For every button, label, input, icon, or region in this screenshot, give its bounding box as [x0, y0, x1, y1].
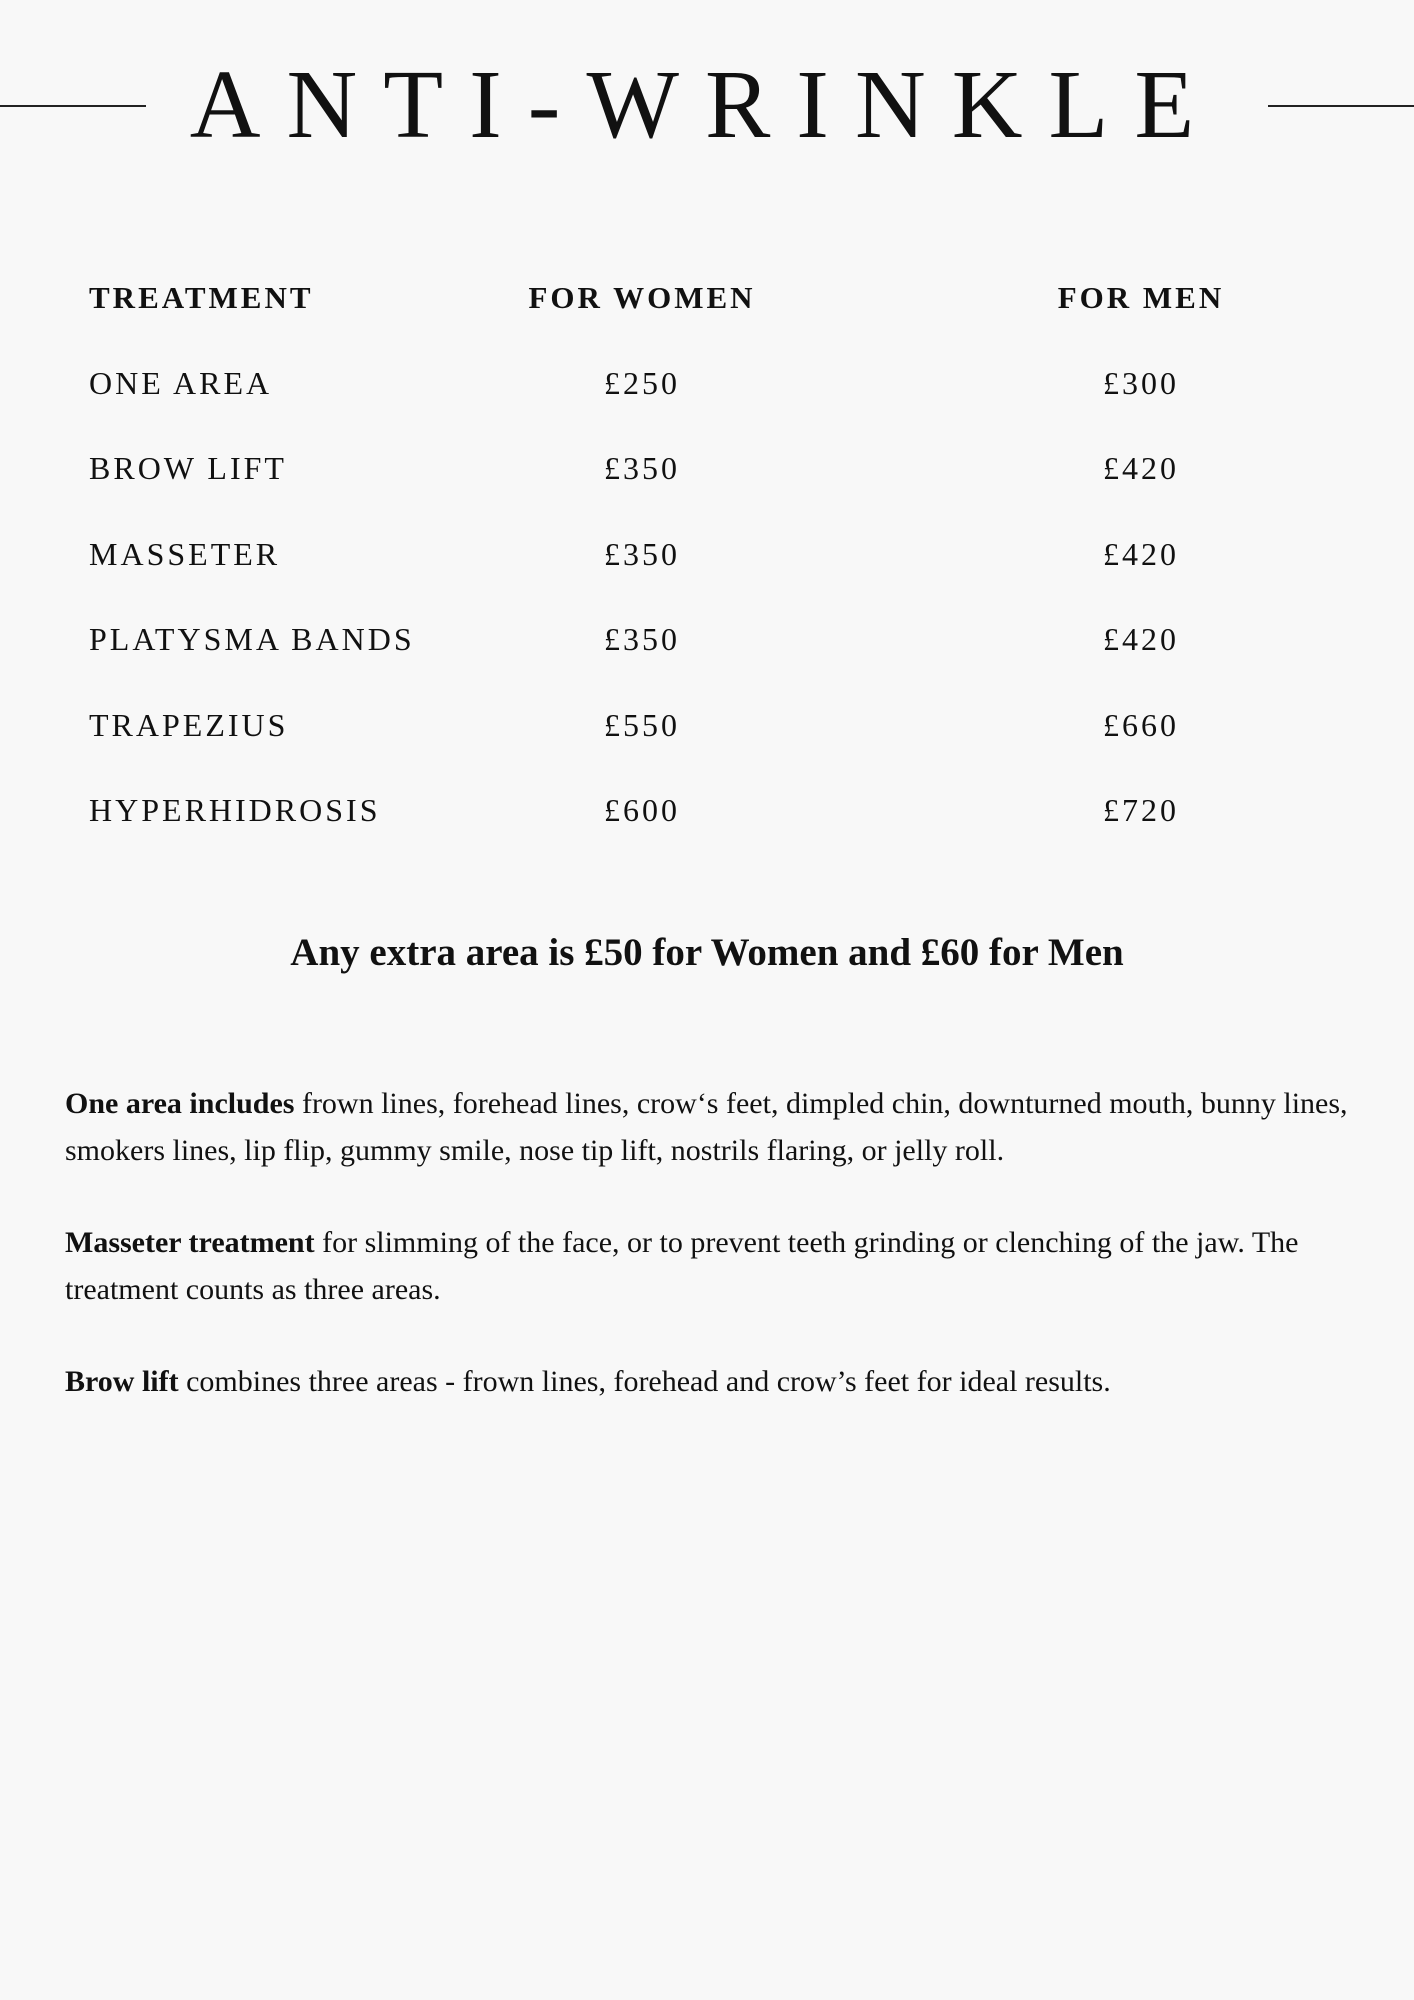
page-title: ANTI-WRINKLE [189, 51, 1221, 159]
price-women: £350 [604, 450, 680, 487]
table-row [89, 512, 1349, 598]
extra-area-note: Any extra area is £50 for Women and £60 for Men [290, 931, 1124, 974]
price-women: £250 [604, 364, 680, 401]
table-row [89, 597, 1349, 683]
price-men: £300 [1103, 364, 1179, 401]
treatment-name: HYPERHIDROSIS [89, 792, 381, 829]
note-brow-lift [65, 1358, 1365, 1405]
treatment-name: PLATYSMA BANDS [89, 621, 415, 658]
price-men: £420 [1103, 621, 1179, 658]
note-text: combines three areas - frown lines, forehead and crow’s feet for ideal results. [178, 1365, 1111, 1398]
header-treatment: TREATMENT [89, 279, 314, 315]
note-text: for slimming of the face, or to prevent teeth grinding or clenching of the jaw. The treatment counts as three areas. [65, 1226, 1299, 1306]
header-for-women: FOR WOMEN [528, 279, 756, 315]
price-men: £420 [1103, 450, 1179, 487]
price-women: £350 [604, 621, 680, 658]
note-text: frown lines, forehead lines, crow‘s feet, dimpled chin, downturned mouth, bunny lines, smokers lines, lip flip, gummy smile, nose tip lift, nostrils flaring, or jelly roll. [65, 1087, 1348, 1167]
table-row [89, 426, 1349, 512]
table-row [89, 683, 1349, 769]
note-one-area [65, 1080, 1365, 1174]
note-lead: Masseter treatment [65, 1226, 315, 1259]
price-women: £600 [604, 792, 680, 829]
price-men: £660 [1103, 706, 1179, 743]
table-header-row [89, 255, 1349, 341]
treatment-name: TRAPEZIUS [89, 706, 289, 743]
price-women: £350 [604, 535, 680, 572]
treatment-name: BROW LIFT [89, 450, 287, 487]
note-masseter [65, 1219, 1365, 1313]
table-row [89, 768, 1349, 854]
header-for-men: FOR MEN [1057, 279, 1225, 315]
treatment-name: ONE AREA [89, 364, 273, 401]
title-rule-right [1268, 105, 1414, 107]
note-lead: One area includes [65, 1087, 295, 1120]
price-women: £550 [604, 706, 680, 743]
note-lead: Brow lift [65, 1365, 179, 1398]
treatment-notes [65, 1080, 1365, 1450]
treatment-name: MASSETER [89, 535, 281, 572]
price-table [89, 255, 1349, 854]
price-men: £420 [1103, 535, 1179, 572]
title-rule-left [0, 105, 146, 107]
table-row [89, 341, 1349, 427]
price-men: £720 [1103, 792, 1179, 829]
